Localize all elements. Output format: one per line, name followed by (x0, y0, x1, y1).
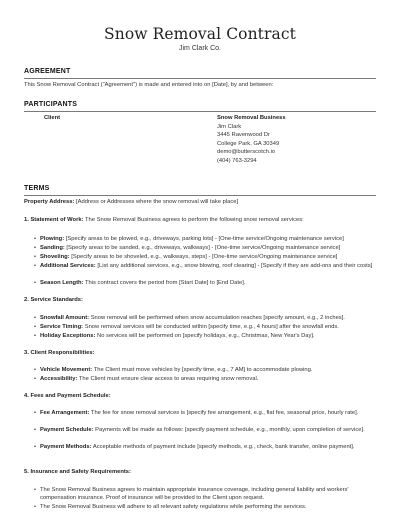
section-5-title: 5. Insurance and Safety Requirements: (24, 469, 131, 475)
list-item: • Holiday Exceptions: No services will be performed on [specify holidays, e.g., Christmas, New Year's Day]. (34, 333, 315, 339)
section-1 (24, 216, 376, 224)
section-1-title: 1. Statement of Work: (24, 217, 84, 223)
section-2-title: 2. Service Standards: (24, 297, 83, 303)
business-street: 3445 Ravenwood Dr (217, 132, 270, 138)
business-phone: (404) 763-3294 (217, 157, 257, 164)
document-title: Snow Removal Contract (104, 25, 296, 43)
list-item: • Shoveling: [Specify areas to be shoveled, e.g., walkways, steps] - [One-time service/Ongoing maintenance service] (34, 254, 338, 260)
business-city: College Park, GA 30349 (217, 140, 280, 147)
property-value: [Address or Addresses where the snow removal will take place] (76, 199, 239, 205)
list-item: • Service Timing: Snow removal services will be conducted within [specify time, e.g., 4 hours] after the snowfall ends. (34, 324, 339, 330)
list-item: • Fee Arrangement: The fee for snow removal services is [specify fee arrangement, e.g., flat fee, seasonal price, hourly rate]. (34, 410, 359, 416)
participants-divider (24, 111, 376, 112)
agreement-heading: AGREEMENT (24, 68, 71, 75)
list-item: • Additional Services: [List any additional services, e.g., snow blowing, roof clearing] - [Specify if they are add-ons and their costs] (34, 263, 373, 269)
list-item: • Vehicle Movement: The Client must move vehicles by [specify time, e.g., 7 AM] to accommodate plowing. (34, 367, 313, 373)
business-email: demo@butterscotch.io (217, 149, 276, 155)
list-item: • Accessibility: The Client must ensure clear access to areas requiring snow removal. (34, 376, 259, 382)
section-4-title: 4. Fees and Payment Schedule: (24, 393, 111, 399)
list-item: • Payment Methods: Acceptable methods of payment include [specify methods, e.g., check, bank transfer, online payment]. (34, 444, 355, 450)
document-subtitle: Jim Clark Co. (178, 45, 221, 52)
property-label: Property Address: (24, 199, 75, 205)
list-item: • Plowing: [Specify areas to be plowed, e.g., driveways, parking lots] - [One-time service/Ongoing maintenance service] (34, 236, 344, 242)
agreement-text: This Snow Removal Contract ("Agreement") is made and entered into on [Date], by and between: (24, 82, 274, 88)
business-label: Snow Removal Business (217, 115, 286, 121)
section-1-intro: The Snow Removal Business agrees to perform the following snow removal services: (85, 217, 304, 223)
property-address (24, 198, 376, 206)
client-label: Client (44, 115, 61, 121)
section-3-title: 3. Client Responsibilities: (24, 350, 95, 356)
list-item: • Sanding: [Specify areas to be sanded, e.g., driveways, walkways] - [One-time service/Ongoing maintenance service] (34, 245, 341, 251)
business-name: Jim Clark (217, 123, 242, 130)
list-item: • The Snow Removal Business agrees to maintain appropriate insurance coverage, including general liability and workers' compensation insurance. Proof of insurance will be provided to the Client upon request. (34, 487, 349, 502)
terms-heading: TERMS (24, 185, 50, 192)
list-item: • Season Length: This contract covers the period from [Start Date] to [End Date]. (34, 280, 246, 286)
list-item: • Payment Schedule: Payments will be made as follows: [specify payment schedule, e.g., monthly, upon completion of service]. (34, 427, 365, 433)
agreement-divider (24, 78, 376, 79)
list-item: • Snowfall Amount: Snow removal will be performed when snow accumulation reaches [specify amount, e.g., 2 inches]. (34, 315, 345, 321)
terms-divider (24, 195, 376, 196)
list-item: • The Snow Removal Business will adhere to all relevant safety regulations while performing the services. (34, 504, 307, 510)
participants-heading: PARTICIPANTS (24, 101, 78, 108)
